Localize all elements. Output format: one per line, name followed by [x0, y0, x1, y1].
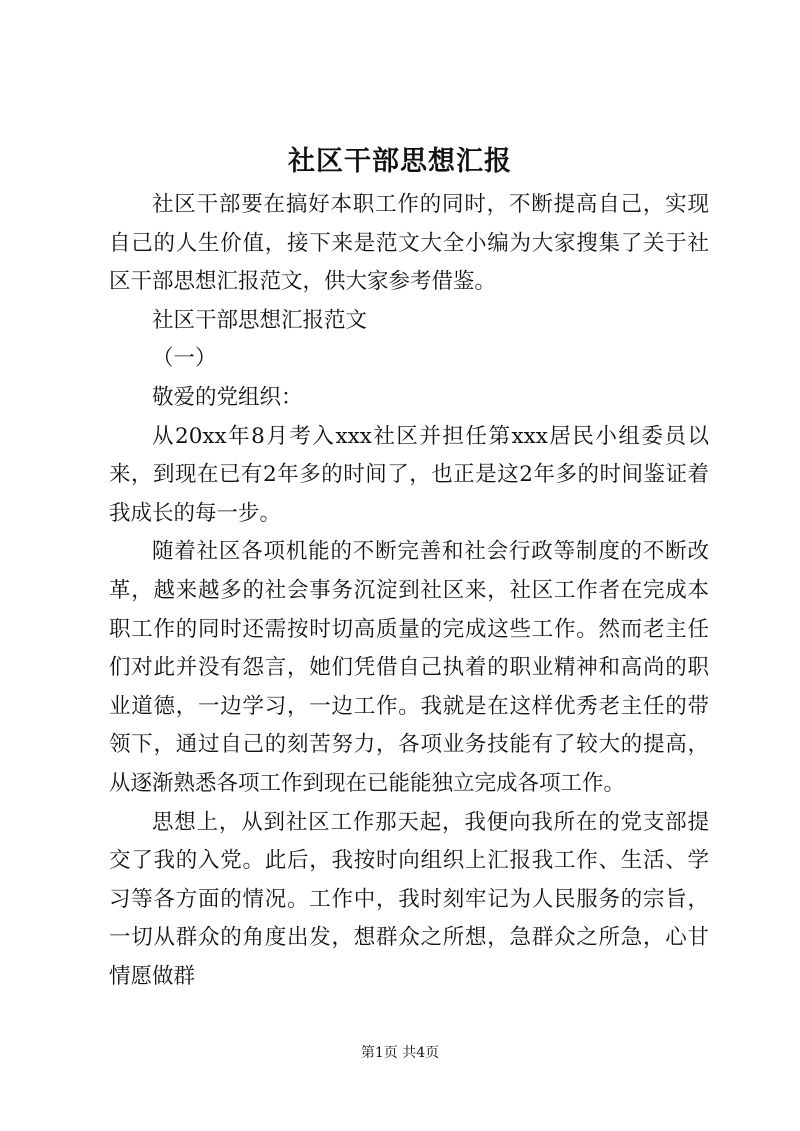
page-footer: 第1页 共4页 — [360, 1045, 440, 1061]
paragraph-intro: 社区干部要在搞好本职工作的同时，不断提高自己，实现自己的人生价值，接下来是范文大全小编为大家搜集了关于社区干部思想汇报范文，供大家参考借鉴。 — [109, 192, 709, 295]
document-body — [109, 186, 709, 996]
paragraph-body-2: 随着社区各项机能的不断完善和社会行政等制度的不断改革，越来越多的社会事务沉淀到社区来，社区工作者在完成本职工作的同时还需按时切高质量的完成这些工作。然而老主任们对此并没有怨言，她们凭借自己执着的职业精神和高尚的职业道德，一边学习，一边工作。我就是在这样优秀老主任的带领下，通过自己的刻苦努力，各项业务技能有了较大的提高，从逐渐熟悉各项工作到现在已能能独立完成各项工作。 — [109, 539, 709, 796]
paragraph-body-3: 思想上，从到社区工作那天起，我便向我所在的党支部提交了我的入党。此后，我按时向组织上汇报我工作、生活、学习等各方面的情况。工作中，我时刻牢记为人民服务的宗旨，一切从群众的角度出发，想群众之所想，急群众之所急，心甘情愿做群 — [109, 809, 709, 989]
paragraph-salutation: 敬爱的党组织： — [152, 384, 303, 410]
document-title: 社区干部思想汇报 — [288, 146, 512, 177]
paragraph-section-number: （一） — [152, 346, 217, 372]
paragraph-subtitle: 社区干部思想汇报范文 — [152, 307, 368, 333]
paragraph-body-1: 从20xx年8月考入xxx社区并担任第xxx居民小组委员以来，到现在已有2年多的时间了，也正是这2年多的时间鉴证着我成长的每一步。 — [109, 423, 709, 526]
